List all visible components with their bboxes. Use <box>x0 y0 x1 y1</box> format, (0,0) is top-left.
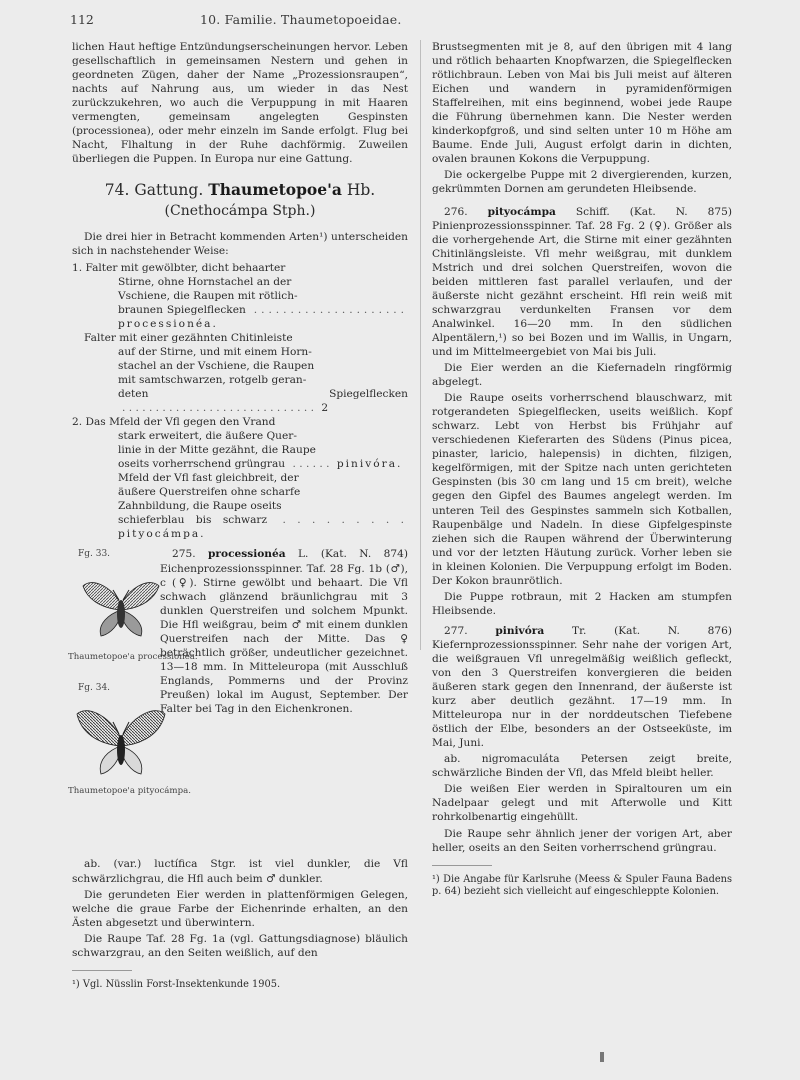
key-lead-line <box>72 513 408 541</box>
species-277-paragraph <box>432 624 732 750</box>
key-line: Mfeld der Vfl fast gleichbreit, der <box>118 472 299 485</box>
genus-name: Thaumetopoe'a <box>208 180 342 200</box>
species-description: Tr. (Kat. N. 876) Kiefernprozessionsspinner. Sehr nahe der vorigen Art, die weißgrauen Vfl unregelmäßig weißlich gefleckt, von den 3 Querstreifen konvergieren die beiden äußeren stark gegen den Innenrand, der äußerste ist kurz aber deutlich gezähnt. 17—19 mm. In Mitteleuropa nur in der norddeutschen Tiefebene östlich der Elbe, besonders an der Ostseeküste, im Mai, Juni. <box>432 624 732 750</box>
key-lead-line <box>72 387 408 415</box>
leader-dots: . . . . . . . . . . . . . . . . . . . . . <box>253 303 404 316</box>
key-text: braunen Spiegelflecken <box>118 303 246 316</box>
eggs-paragraph: Die gerundeten Eier werden in plattenförmigen Gelegen, welche die graue Farbe der Eichenrinde erhalten, an den Ästen abgesetzt und überwintern. <box>72 888 408 929</box>
footnote: ¹) Die Angabe für Karlsruhe (Meess & Spuler Fauna Badens p. 64) bezieht sich vielleicht auf eingeschleppte Kolonien. <box>432 873 732 898</box>
key-text: schieferblau bis schwarz <box>118 514 268 527</box>
species-276-paragraph <box>432 205 732 360</box>
key-result: pinivóra. <box>336 458 403 471</box>
key-text: oseits vorherrschend grüngrau <box>118 458 286 471</box>
leader-dots: . . . . . . . . . <box>282 514 404 527</box>
species-number: 275. <box>172 548 196 561</box>
key-line: 2. Das Mfeld der Vfl gegen den Vrand <box>72 416 276 429</box>
species-name: pityocámpa <box>487 205 556 218</box>
identification-key <box>72 261 408 542</box>
species-number: 276. <box>444 205 468 218</box>
genus-author: Hb. <box>346 181 376 200</box>
key-text: deten Spiegelflecken <box>118 387 408 400</box>
key-line: mit samtschwarzen, rotgelb geran- <box>118 373 307 386</box>
leader-dots: . . . . . . . . . . . . . . . . . . . . . . . . . . . . . <box>122 401 314 414</box>
eggs-paragraph: Die weißen Eier werden in Spiraltouren um ein Nadelpaar gelegt und mit Afterwolle und Kitt rohrkolbenartig eingehüllt. <box>432 783 732 824</box>
genus-heading <box>72 180 408 200</box>
footnote: ¹) Vgl. Nüsslin Forst-Insektenkunde 1905. <box>72 978 281 990</box>
footnote-rule <box>432 865 492 866</box>
figure-label: Fg. 34. <box>78 683 111 694</box>
species-275-text <box>160 547 408 718</box>
key-lead-line <box>72 457 408 471</box>
species-description: L. (Kat. N. 874) Eichenprozessionsspinner. Taf. 28 Fg. 1b (♂), c (♀). Stirne gewölbt und behaart. Die Vfl schwach glänzend bräunlichgrau mit 3 dunklen Querstreifen und solchem Mpunkt. Die Hfl weißgrau, beim ♂ mit einem dunklen Querstreifen nach der Mitte. Das ♀ beträchtlich größer, undeutlicher gezeichnet. 13—18 mm. In Mitteleuropa (mit Ausschluß Englands, Pommerns und der Provinz Preußen) lokal im August, September. Der Falter bei Tag in den Eichenkronen. <box>160 548 408 715</box>
key-line: 1. Falter mit gewölbter, dicht behaarter <box>72 261 286 274</box>
eggs-paragraph: Die Eier werden an die Kiefernadeln ringförmig abgelegt. <box>432 362 732 389</box>
aberration-paragraph: ab. nigromaculáta Petersen zeigt breite, schwärzliche Binden der Vfl, das Mfeld bleibt heller. <box>432 753 732 780</box>
species-description: Schiff. (Kat. N. 875) Pinienprozessionsspinner. Taf. 28 Fg. 2 (♀). Größer als die vorhergehende Art, die Stirne mit einer gezähnten Chitinlängsleiste. Vfl mehr weißgrau, mit dunklem Mstrich und drei solchen Querstreifen, wovon die beiden mittleren fast parallel verlaufen, und der äußerste nicht gezähnt erscheint. Hfl rein weiß mit schwarzgrau verdunkelten Fransen vor dem Analwinkel. 16—20 mm. In den südlichen Alpentälern,¹) so bei Bozen und im Wallis, in Ungarn, und im Mittelmeergebiet von Mai bis Juli. <box>432 205 732 358</box>
footnote-rule <box>72 970 132 971</box>
continued-paragraph: Brustsegmenten mit je 8, auf den übrigen mit 4 lang und rötlich behaarten Knopfwarzen, die Spiegelflecken rötlichbraun. Leben von Mai bis Juli meist auf älteren Eichen und wandern in pyramidenförmigen Staffelreihen, mit eins beginnend, wobei jede Raupe die Führung übernehmen kann. Die Nester werden kinderkopfgroß, und sind selten unter 10 m Höhe am Baume. Ende Juli, August erfolgt darin in dichten, ovalen braunen Kokons die Verpuppung. <box>432 41 732 166</box>
key-result: processionéa. <box>118 317 218 330</box>
key-line: Stirne, ohne Hornstachel an der <box>118 275 292 288</box>
key-line: stark erweitert, die äußere Quer- <box>118 430 297 443</box>
species-name: processionéa <box>208 548 286 561</box>
key-line: Vschiene, die Raupen mit rötlich- <box>118 289 298 302</box>
key-lead-line <box>72 303 408 331</box>
key-line: Zahnbildung, die Raupe oseits <box>118 500 282 513</box>
larva-paragraph: Die Raupe oseits vorherrschend blauschwarz, mit rotgerandeten Spiegelflecken, useits weißlich. Kopf schwarz. Lebt von Herbst bis Frühjahr auf verschiedenen Kieferarten des Südens (Pinus picea, pinaster, laricio, halepensis) in dichten, filzigen, kegelförmigen, mit der Spitze nach unten gerichteten Gespinsten (bis 30 cm lang und 15 cm breit), welche gegen den Gipfel des Baumes angelegt werden. Im unteren Teil des Gespinstes sammeln sich Kotballen, Raupenbälge und Nadeln. In diese Gipfelgespinste ziehen sich die Raupen während der Überwinterung und vor der letzten Häutung zurück. Vorher leben sie in kleinen Kolonien. Die Verpuppung erfolgt im Boden. Der Kokon braunrötlich. <box>432 392 732 587</box>
running-head: 10. Familie. Thaumetopoeidae. <box>200 12 402 27</box>
leader-dots: . . . . . . <box>292 458 330 471</box>
key-result: 2 <box>321 401 329 414</box>
species-number: 277. <box>444 624 468 637</box>
pupa-paragraph: Die ockergelbe Puppe mit 2 divergierenden, kurzen, gekrümmten Dornen am gerundeten Hleibsende. <box>432 169 732 196</box>
figure-label: Fg. 33. <box>78 549 111 560</box>
larva-paragraph: Die Raupe Taf. 28 Fg. 1a (vgl. Gattungsdiagnose) bläulich schwarzgrau, an den Seiten weißlich, auf den <box>72 932 408 959</box>
key-result: pityocámpa. <box>118 528 206 541</box>
moth-illustration-processionea <box>79 564 163 648</box>
figure-34 <box>68 681 191 797</box>
variety-paragraph: ab. (var.) luctífica Stgr. ist viel dunkler, die Vfl schwärzlichgrau, die Hfl auch beim ♂ dunkler. <box>72 858 408 885</box>
print-mark <box>600 1052 604 1062</box>
species-name: pinivóra <box>495 624 545 637</box>
key-line: linie in der Mitte gezähnt, die Raupe <box>118 444 316 457</box>
larva-paragraph: Die Raupe sehr ähnlich jener der vorigen Art, aber heller, oseits an den Seiten vorherrschend grüngrau. <box>432 827 732 854</box>
column-divider <box>420 40 421 650</box>
page-header <box>70 12 730 32</box>
moth-illustration-pityocampa <box>75 698 167 782</box>
figure-caption: Thaumetopoe'a pityocámpa. <box>68 785 191 796</box>
key-line: Falter mit einer gezähnten Chitinleiste <box>84 331 293 344</box>
figure-caption: Thaumetopoe'a processionéa. <box>68 651 198 662</box>
left-column <box>68 40 408 991</box>
key-line: äußere Querstreifen ohne scharfe <box>118 486 301 499</box>
key-line: stachel an der Vschiene, die Raupen <box>118 359 315 372</box>
key-line: auf der Stirne, und mit einem Horn- <box>118 345 312 358</box>
key-intro: Die drei hier in Betracht kommenden Arten¹) unterscheiden sich in nachstehender Weise: <box>72 231 408 258</box>
right-column <box>432 40 732 899</box>
page-number: 112 <box>70 12 94 27</box>
intro-paragraph: lichen Haut heftige Entzündungserscheinungen hervor. Leben gesellschaftlich in gemeinsamen Nestern und gehen in geordneten Zügen, daher der Name „Prozessionsraupen“, nachts auf Nahrung aus, um wieder in das Nest zurückzukehren, wo auch die Verpuppung in mit Haaren vermengten, gemeinsam angelegten Gespinsten (processionea), oder mehr einzeln im Sande erfolgt. Flug bei Nacht, Flhaltung in der Ruhe dachförmig. Zuweilen überliegen die Puppen. In Europa nur eine Gattung. <box>72 41 408 166</box>
genus-synonym: (Cnethocámpa Stph.) <box>164 203 316 220</box>
species-275-block <box>68 547 408 857</box>
genus-number: 74. Gattung. <box>104 181 204 200</box>
pupa-paragraph: Die Puppe rotbraun, mit 2 Hacken am stumpfen Hleibsende. <box>432 590 732 617</box>
